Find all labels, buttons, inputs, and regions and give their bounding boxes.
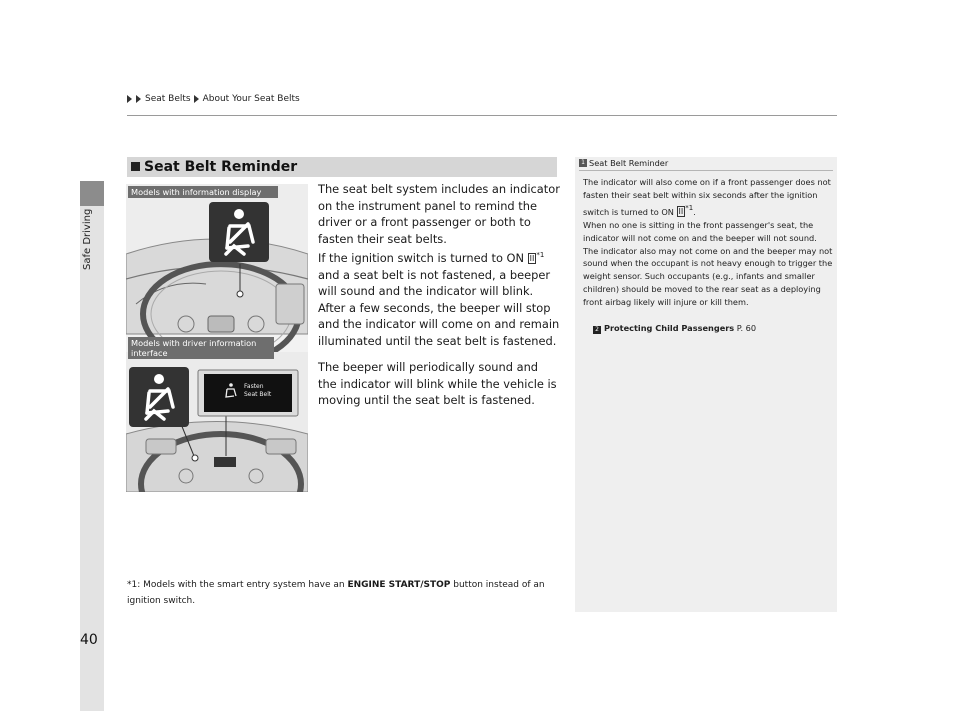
- footnote-ref[interactable]: *1: [536, 251, 545, 259]
- reference-arrow-icon: 2: [593, 326, 601, 334]
- note-footnote-ref[interactable]: *1: [685, 203, 694, 212]
- ignition-key-label: II: [529, 254, 535, 263]
- breadcrumb-arrow-icon: [194, 95, 199, 103]
- side-tab-label: Safe Driving: [82, 208, 93, 270]
- link-page[interactable]: P. 60: [736, 323, 757, 333]
- link-text[interactable]: Protecting Child Passengers: [604, 323, 735, 333]
- display-line-2: Seat Belt: [244, 391, 272, 398]
- footnote-bold-term: ENGINE START/STOP: [347, 580, 451, 590]
- side-note-text: The indicator will also come on if a front passenger does not fasten their seat belt within six seconds after the ignition switch is turned to ON II *1. When no one is sitting in the front passenger's seat, the indicator will not come on and the beeper will not sound. The indicator also may not come on and the beeper may not sound when the occupant is not heavy enough to trigger the weight sensor. Such occupants (e.g., infants and smaller children) should be moved to the rear seat as a deploying front airbag likely will injure or kill them.: [583, 177, 833, 308]
- breadcrumb-item[interactable]: About Your Seat Belts: [202, 94, 300, 104]
- section-title: [131, 157, 297, 177]
- breadcrumb: [127, 94, 300, 104]
- model-label-driver-info-interface: Models with driver information interface: [128, 337, 274, 359]
- side-note-divider: [579, 170, 833, 171]
- side-note-header: [579, 158, 668, 168]
- model-label-information-display: Models with information display: [128, 186, 278, 198]
- side-note-title: Seat Belt Reminder: [589, 158, 669, 168]
- section-title-text: Seat Belt Reminder: [144, 159, 298, 175]
- breadcrumb-arrow-icon: [127, 95, 132, 103]
- body-text: [318, 181, 560, 419]
- cross-reference-link[interactable]: [593, 323, 756, 334]
- header-divider: [127, 115, 837, 116]
- page-number: 40: [80, 632, 98, 648]
- section-square-icon: [131, 162, 140, 171]
- body-paragraph-2: The beeper will periodically sound and the indicator will blink while the vehicle is moving until the seat belt is fastened.: [318, 360, 557, 407]
- display-message: [244, 383, 271, 399]
- footnote: *1: Models with the smart entry system have an ENGINE START/STOP button instead of an ignition switch.: [127, 580, 545, 606]
- display-line-1: Fasten: [244, 383, 264, 390]
- breadcrumb-item[interactable]: Seat Belts: [145, 94, 191, 104]
- breadcrumb-arrow-icon: [136, 95, 141, 103]
- note-number-icon: 1: [579, 159, 587, 167]
- note-ignition-key-label: II: [678, 206, 684, 216]
- side-tab-marker: [80, 181, 104, 206]
- body-paragraph-1: The seat belt system includes an indicator on the instrument panel to remind the driver or a front passenger or both to fasten their seat belts. If the ignition switch is turned to ON II $^{*1}$ and a seat belt is not fastened, a beeper will sound and the indicator will blink. After a few seconds, the beeper will stop and the indicator will come on and remain illuminated until the seat belt is fastened.: [318, 182, 560, 348]
